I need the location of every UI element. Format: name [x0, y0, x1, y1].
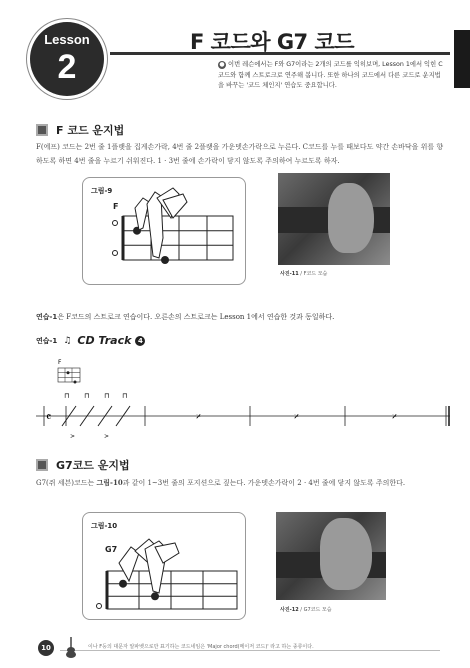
chord-g7-name: G7: [105, 545, 118, 554]
photo-g7-chord: [276, 512, 386, 600]
score-chord-label: F: [58, 359, 62, 366]
svg-text:𝄎: 𝄎: [196, 412, 201, 423]
figure-9-box: [82, 177, 246, 285]
lesson-number: 2: [57, 48, 77, 86]
section-f-body: F(에프) 코드는 2번 줄 1플랫을 집게손가락, 4번 줄 2플랫을 가운뎃손가락으로 누른다. C코드를 누를 때보다도 약간 손바닥을 위를 향하도록 하면 4번 줄을 누르기 쉬워진다. 1 · 3번 줄에 손가락이 닿지 않도록 주의하여 누르도록 하자.: [36, 143, 444, 165]
practice-description: 연습-1은 F코드의 스트로크 연습이다. 오른손의 스트로크는 Lesson 1에서 연습한 것과 동일하다.: [36, 313, 335, 321]
photo-12-caption: 사진-12 / G7코드 모습: [280, 607, 332, 613]
footer-rule: [60, 650, 440, 651]
page-number: 10: [38, 640, 54, 656]
intro-body: 이번 레슨에서는 F와 G7이라는 2개의 코드를 익히보며, Lesson 1에서 익힌 C코드와 함께 스트로크로 연주해 봅니다. 또한 하나의 코드에서 다른 코드로 운지법을 바꾸는 '코드 체인지' 연습도 중요합니다.: [218, 61, 443, 89]
photo-f-chord: [278, 173, 390, 265]
section-g7-heading-text: G7코드 운지법: [56, 459, 130, 472]
square-bullet-icon: [36, 459, 48, 471]
cd-track-label: 연습-1 ♫ CD Track 4: [36, 334, 145, 347]
figure-10-label: 그림-10: [91, 522, 118, 530]
chord-f-name: F: [113, 202, 119, 211]
practice-score: [0, 350, 470, 470]
page-title: F 코드와 G7 코드: [190, 30, 355, 54]
section-f-heading: [36, 122, 124, 138]
section-f-heading-text: F 코드 운지법: [56, 124, 125, 137]
svg-text:>: >: [104, 433, 110, 440]
photo-11-caption: 사진-11 / F코드 모습: [280, 271, 328, 277]
lesson-badge: [30, 22, 104, 96]
section-g7-body: G7(쥐 세븐)코드는 그림-10과 같이 1~3번 줄의 포지션으로 짚는다. 가운뎃손가락이 2 · 4번 줄에 닿지 않도록 주의한다.: [36, 478, 406, 487]
svg-text:⊓: ⊓: [84, 392, 90, 400]
svg-text:⊓: ⊓: [64, 392, 70, 400]
footer-note: 이나 F등의 대문자 알파벳으로만 표기하는 코드네임은 'Major chord(메이저 코드)' 라고 하는 종류이다.: [88, 644, 314, 650]
section-g7-heading: [36, 457, 130, 473]
cd-icon: ♫: [63, 335, 72, 346]
chord-f-diagram: [83, 178, 247, 286]
square-bullet-icon: [36, 124, 48, 136]
svg-text:𝄴: 𝄴: [46, 410, 52, 424]
lesson-label: Lesson: [44, 32, 90, 47]
chord-g7-diagram: [83, 513, 247, 621]
svg-text:𝄎: 𝄎: [392, 412, 397, 423]
svg-text:𝄎: 𝄎: [294, 412, 299, 423]
ukulele-icon: [64, 636, 78, 658]
svg-text:>: >: [70, 433, 76, 440]
bullet-icon: ●: [219, 61, 225, 68]
svg-text:⊓: ⊓: [122, 392, 128, 400]
header-edge-bar: [454, 30, 470, 88]
figure-10-box: [82, 512, 246, 620]
intro-text: [218, 60, 446, 92]
svg-text:⊓: ⊓: [104, 392, 110, 400]
figure-9-label: 그림-9: [91, 187, 113, 195]
